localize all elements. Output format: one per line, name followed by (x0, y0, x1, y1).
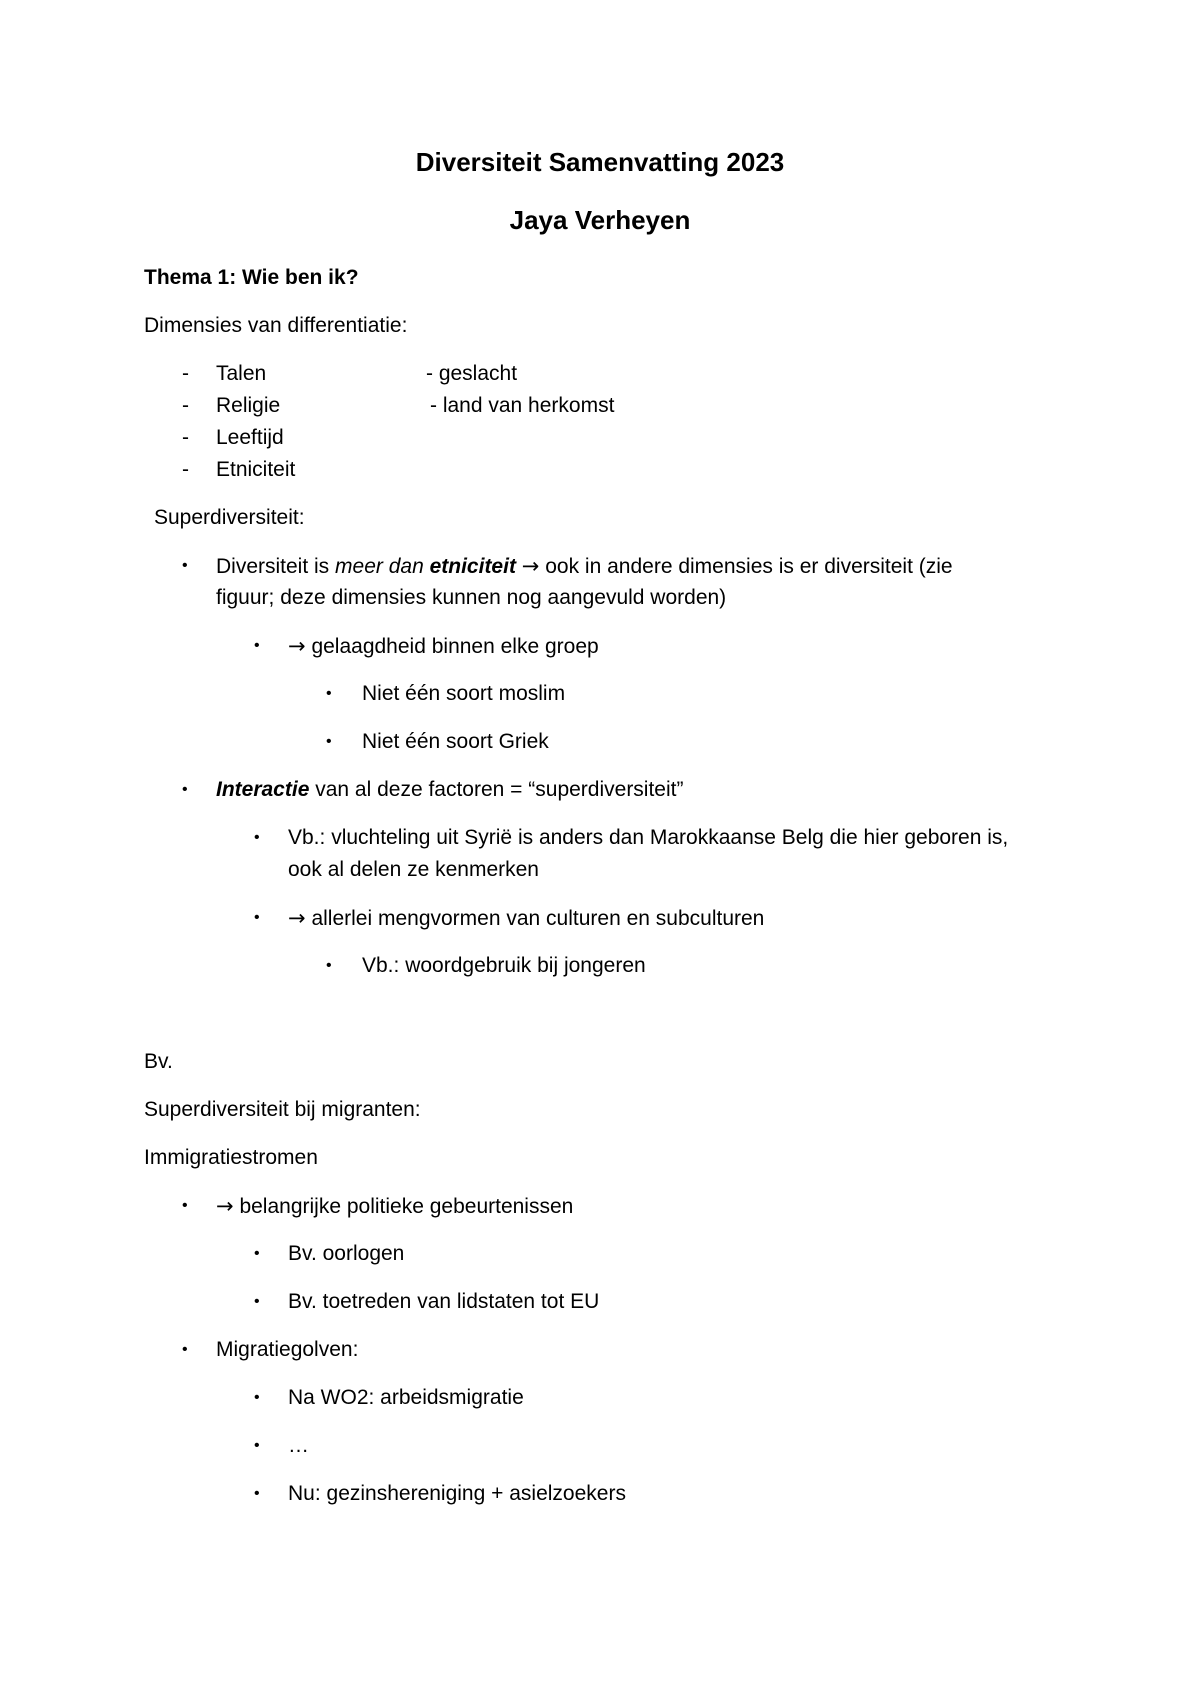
immigration-label: Immigratiestromen (144, 1146, 318, 1169)
bullet: • (254, 1389, 260, 1406)
bullet-text: Bv. oorlogen (288, 1242, 405, 1265)
bullet: • (254, 909, 260, 926)
list-dash: - (182, 458, 189, 481)
bullet: • (254, 1437, 260, 1454)
bullet-text: … (288, 1434, 309, 1457)
bullet-text: Na WO2: arbeidsmigratie (288, 1386, 524, 1409)
dimension-item: Talen (216, 362, 267, 385)
superdiversity-label: Superdiversiteit: (154, 506, 305, 529)
list-dash: - (182, 394, 189, 417)
bullet: • (254, 1485, 260, 1502)
bullet-text: Niet één soort moslim (362, 682, 566, 705)
dimension-item: Etniciteit (216, 458, 296, 481)
document-title: Diversiteit Samenvatting 2023 (415, 147, 785, 177)
bullet-text: Vb.: woordgebruik bij jongeren (362, 954, 646, 977)
arrow-icon: → (216, 1194, 234, 1218)
bullet: • (182, 781, 188, 798)
bullet-text: Vb.: vluchteling uit Syrië is anders dan Marokkaanse Belg die hier geboren is, (288, 826, 1009, 849)
bullet: • (182, 1197, 188, 1214)
bullet-text: Niet één soort Griek (362, 730, 549, 753)
list-dash: - (182, 426, 189, 449)
theme-heading: Thema 1: Wie ben ik? (144, 266, 359, 289)
bullet: • (326, 957, 332, 974)
arrow-icon: → (288, 906, 306, 930)
bullet-text: → allerlei mengvormen van culturen en subculturen (288, 906, 765, 930)
bullet-text: → belangrijke politieke gebeurtenissen (216, 1194, 574, 1218)
bullet: • (326, 733, 332, 750)
bv-label: Bv. (144, 1050, 173, 1073)
bullet-text: → gelaagdheid binnen elke groep (288, 634, 599, 658)
dimension-item: Religie (216, 394, 281, 417)
migrants-label: Superdiversiteit bij migranten: (144, 1098, 421, 1121)
bullet-text: Bv. toetreden van lidstaten tot EU (288, 1290, 600, 1313)
bullet-text: Interactie van al deze factoren = “superdiversiteit” (216, 778, 684, 801)
arrow-icon: → (288, 634, 306, 658)
bullet-text-continued: ook al delen ze kenmerken (288, 858, 539, 881)
bullet-text: Migratiegolven: (216, 1338, 359, 1361)
bullet-text-continued: figuur; deze dimensies kunnen nog aangevuld worden) (216, 586, 727, 609)
bullet: • (254, 637, 260, 654)
dimensions-label: Dimensies van differentiatie: (144, 314, 408, 337)
bullet: • (254, 1293, 260, 1310)
dimension-item: - land van herkomst (430, 394, 615, 417)
bullet: • (254, 1245, 260, 1262)
bullet-text: Nu: gezinshereniging + asielzoekers (288, 1482, 626, 1505)
bullet: • (182, 557, 188, 574)
arrow-icon: → (521, 554, 540, 578)
document-author: Jaya Verheyen (509, 205, 691, 235)
bullet: • (182, 1341, 188, 1358)
list-dash: - (182, 362, 189, 385)
dimension-item: - geslacht (426, 362, 518, 385)
bullet-text: Diversiteit is meer dan etniciteit → ook in andere dimensies is er diversiteit (zie (216, 554, 953, 578)
bullet: • (326, 685, 332, 702)
dimension-item: Leeftijd (216, 426, 284, 449)
bullet: • (254, 829, 260, 846)
